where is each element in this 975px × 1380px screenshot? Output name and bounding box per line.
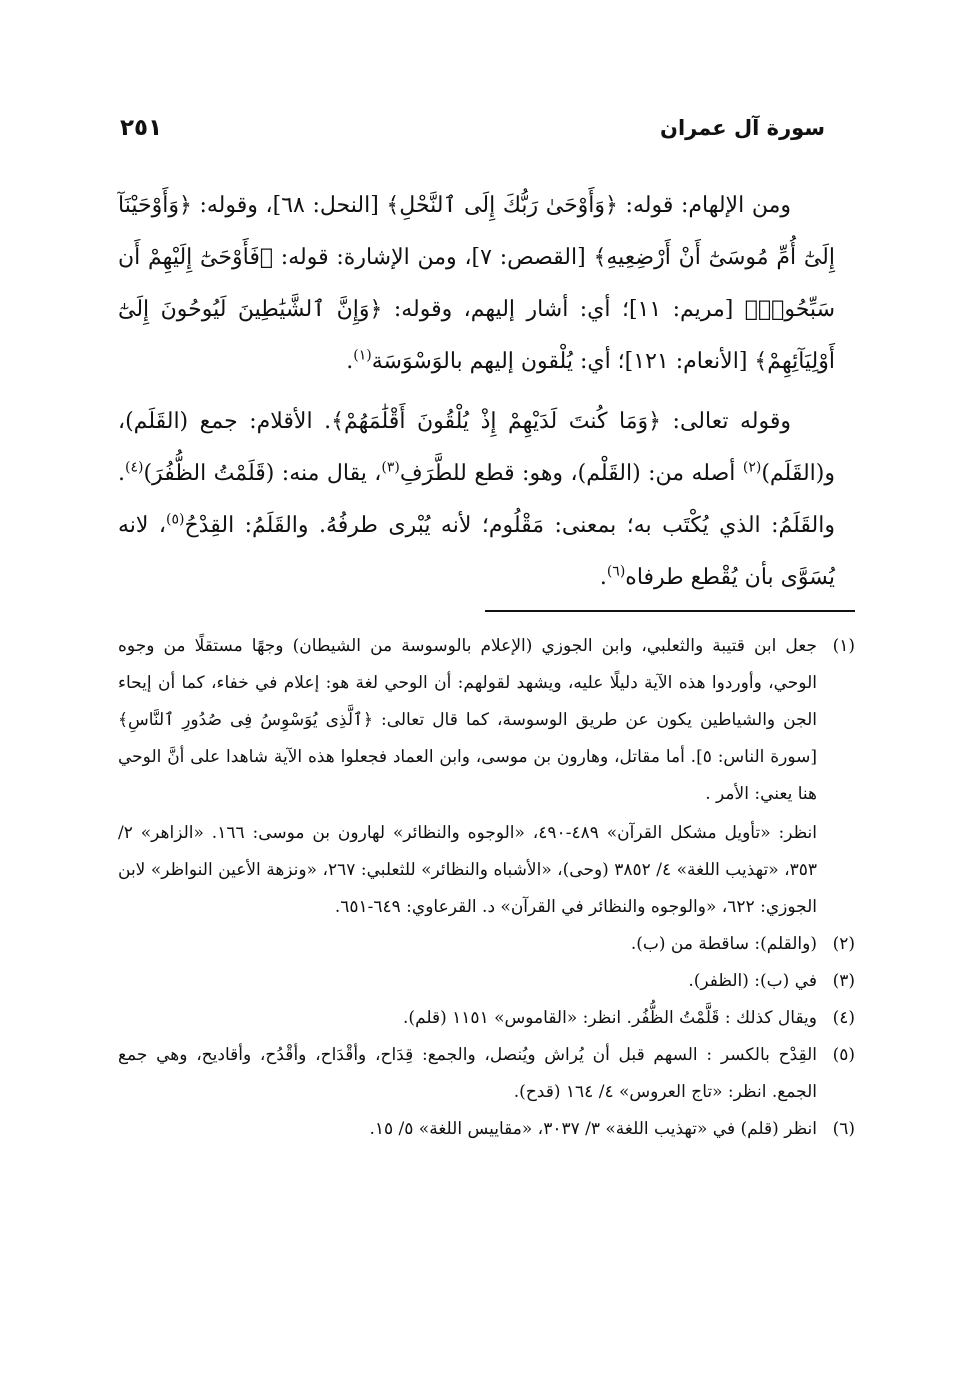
footnote-number: (٢): [832, 934, 855, 954]
footnote-ref: (٦): [606, 563, 626, 580]
footnote-4: [118, 1000, 855, 1037]
footnote-2: [118, 926, 855, 963]
footnote-number: (٥): [832, 1045, 855, 1065]
footnote-ref: (٥): [166, 511, 185, 528]
paragraph-tail: .: [346, 349, 354, 374]
paragraph-tail: .: [599, 565, 607, 590]
footnote-text: (والقلم): ساقطة من (ب).: [630, 934, 817, 954]
footnote-5: [118, 1037, 855, 1111]
footnote-ref: (١): [353, 347, 372, 364]
footnote-text: ويقال كذلك : قَلَّمْتُ الظُّفُر. انظر: «القاموس» ١١٥١ (قلم).: [403, 1008, 817, 1028]
footnote-separator: [485, 610, 855, 612]
footnote-ref: (٤): [125, 459, 144, 476]
footnote-text: القِدْح بالكسر : السهم قبل أن يُراش ويُنصل، والجمع: قِدَاح، وأقْدَاح، وأقْدُح، وأقاديح، وهي جمع الجمع. انظر: «تاج العروس» ٤/ ١٦٤ (قدح).: [118, 1045, 817, 1102]
paragraph-text: ، لانه يُسَوَّى بأن يُقْطع طرفاه: [118, 513, 835, 590]
paragraph-text: ، يقال منه: (قَلَمْتُ الظُّفُرَ): [143, 461, 382, 486]
footnote-text: جعل ابن قتيبة والثعلبي، وابن الجوزي (الإعلام بالوسوسة من الشيطان) وجهًا مستقلًا من وجوه الوحي، وأوردوا هذه الآية دليلًا عليه، ويشهد لقولهم: أن الوحي لغة هو: إعلام في خفاء، كما أن إيحاء الجن والشياطين يكون عن طريق الوسوسة، كما قال تعالى: ﴿ٱلَّذِى يُوَسْوِسُ فِى صُدُورِ ٱلنَّاسِ﴾ [سورة الناس: ٥]. أما مقاتل، وهارون بن موسى، وابن العماد فجعلوا هذه الآية شاهدا على أنَّ الوحي هنا يعني: الأمر .: [118, 636, 817, 804]
footnote-number: (٤): [832, 1008, 855, 1028]
footnote-body: [118, 1000, 817, 1037]
paragraph-text: وقوله تعالى: ﴿وَمَا كُنتَ لَدَيْهِمْ إِذْ يُلْقُونَ أَقْلَٰمَهُمْ﴾. الأقلام: جمع (القَلَم)، و(القَلَم): [118, 409, 835, 486]
footnotes: [118, 628, 855, 1148]
footnote-references: انظر: «تأويل مشكل القرآن» ٤٨٩-٤٩٠، «الوجوه والنظائر» لهارون بن موسى: ١٦٦. «الزاهر» ٢/ ٣٥٣، «تهذيب اللغة» ٤/ ٣٨٥٢ (وحى)، «الأشباه والنظائر» للثعلبي: ٢٦٧، «ونزهة الأعين النواظر» لابن الجوزي: ٦٢٢، «والوجوه والنظائر في القرآن» د. القرعاوي: ٦٤٩-٦٥١.: [118, 823, 817, 917]
footnote-ref: (٣): [381, 459, 400, 476]
surah-title: سورة آل عمران: [660, 116, 825, 140]
paragraph-text: . والقَلَمُ: الذي يُكْتَب به؛ بمعنى: مَقْلُوم؛ لأنه يُبْرى طرفُهُ. والقَلَمُ: القِدْحُ: [118, 461, 836, 538]
page-header: [120, 108, 825, 148]
main-text: [118, 180, 835, 604]
main-paragraph: [118, 396, 835, 604]
footnote-body: [118, 1111, 817, 1148]
footnote-number: (١): [832, 636, 855, 656]
paragraph-text: ومن الإلهام: قوله: ﴿وَأَوْحَىٰ رَبُّكَ إِلَى ٱلنَّحْلِ﴾ [النحل: ٦٨]، وقوله: ﴿وَأَوْحَيْنَآ إِلَىٰٓ أُمِّ مُوسَىٰٓ أَنْ أَرْضِعِيهِ﴾ [القصص: ٧]، ومن الإشارة: قوله: ﴿فَأَوْحَىٰٓ إِلَيْهِمْ أَن سَبِّحُوا۟﴾ [مريم: ١١]؛ أي: أشار إليهم، وقوله: ﴿وَإِنَّ ٱلشَّيَٰطِينَ لَيُوحُونَ إِلَىٰٓ أَوْلِيَآئِهِمْ﴾ [الأنعام: ١٢١]؛ أي: يُلْقون إليهم بالوَسْوَسَة: [118, 193, 835, 374]
footnote-3: [118, 963, 855, 1000]
footnote-body: [118, 1037, 817, 1111]
footnote-number: (٦): [832, 1119, 855, 1139]
footnote-1: [118, 628, 855, 926]
main-paragraph: [118, 180, 835, 388]
footnote-text: انظر (قلم) في «تهذيب اللغة» ٣/ ٣٠٣٧، «مقاييس اللغة» ٥/ ١٥.: [369, 1119, 817, 1139]
footnote-number: (٣): [832, 971, 855, 991]
footnote-body: [118, 628, 817, 926]
page-number: ٢٥١: [120, 115, 163, 141]
footnote-ref: (٢): [742, 459, 762, 476]
footnote-body: [118, 926, 817, 963]
paragraph-text: أصله من: (القَلْم)، وهو: قطع للطَّرَفِ: [399, 461, 743, 486]
footnote-text: في (ب): (الظفر).: [688, 971, 817, 991]
footnote-6: [118, 1111, 855, 1148]
footnote-body: [118, 963, 817, 1000]
